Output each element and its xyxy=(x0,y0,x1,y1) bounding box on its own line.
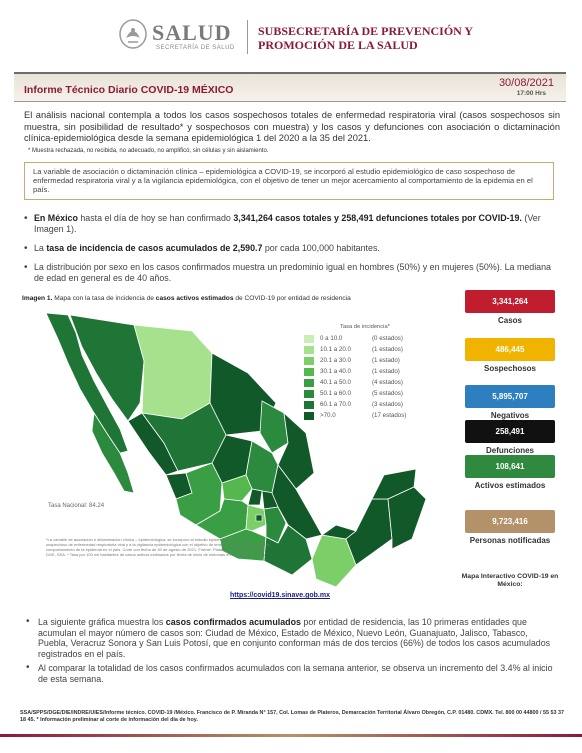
legend-swatch xyxy=(304,401,314,409)
stat-casos xyxy=(462,290,558,326)
footer-text: SSA/SPPS/DGE/DIE/INDRE/UIES/Informe técnico. COVID-19 /México. Francisco de P. Miranda N° 157, Col. Lomas de Plateros, Demarcación Territorial Álvaro Obregón, C.P. 01480. CDMX. Tel. 800 00 44800 / 55 53 37 18 45. * Información preliminar al corte de información del día de hoy. xyxy=(20,710,565,723)
legend-range: 30.1 a 40.0 xyxy=(320,368,351,375)
legend-swatch xyxy=(304,368,314,376)
map-note: *La variable de asociación o dictaminación clínica – epidemiológica, se incorporó al estudio epidemiológico de caso sospechoso de enfermedad respiratoria viral y a la vigilancia epidemiológica con el objetivo de tener un mejor acercamiento al comportamiento de la epidemia en el país. Corte con fecha de 30 de agosto de 2021. Fuente: Plataforma SISVER, SINAVE, DGE, SSA. * Tasa por 100 mil habitantes de casos activos estimados por fecha de inicio de síntomas en los últimos 14 días. xyxy=(46,537,270,557)
intro-paragraph: El análisis nacional contempla a todos los casos sospechosos totales de enfermedad respiratoria viral (casos sospechosos sin muestra, sin posibilidad de resultado* y sospechosos con muestra) y los casos y defunciones con asociación o dictaminación clínica-epidemiológica desde la semana epidemiológica 1 del 2020 a la 35 del 2021. xyxy=(24,110,560,144)
legend-count: (1 estados) xyxy=(372,346,403,353)
legend-swatch xyxy=(304,412,314,420)
bullet-text: La siguiente gráfica muestra los xyxy=(38,617,166,627)
legend-swatch xyxy=(304,335,314,343)
bullet-text: por cada 100,000 habitantes. xyxy=(262,243,380,253)
stat-label: Sospechosos xyxy=(483,364,536,373)
report-title-bar xyxy=(14,72,566,102)
legend-count: (0 estados) xyxy=(372,335,403,342)
tasa-nacional: Tasa Nacional: 84.24 xyxy=(48,503,105,509)
stat-value: 3,341,264 xyxy=(465,290,555,313)
legend-row xyxy=(304,411,434,422)
bullet-text: La xyxy=(34,243,47,253)
logo-salud: SALUD xyxy=(152,20,232,45)
legend-range: 0 a 10.0 xyxy=(320,335,343,342)
bullet-text: tasa de incidencia de casos acumulados de 2,590.7 xyxy=(46,243,263,253)
legend-row xyxy=(304,400,434,411)
bullet-weekly-increase xyxy=(26,663,558,684)
legend-swatch xyxy=(304,346,314,354)
header-divider xyxy=(247,20,248,54)
map-caption xyxy=(22,295,351,302)
footer-rule xyxy=(0,734,582,737)
bullet-text: En México xyxy=(34,213,78,223)
bullet-text: 3,341,264 casos totales y 258,491 defunciones totales por COVID-19. xyxy=(233,213,522,223)
header xyxy=(0,0,582,60)
legend-range: 20.1 a 30.0 xyxy=(320,357,351,364)
legend-range: 50.1 a 60.0 xyxy=(320,390,351,397)
legend-row xyxy=(304,334,434,345)
legend-title: Tasa de incidencia* xyxy=(340,324,390,330)
map-region-quintana-roo xyxy=(388,487,426,549)
legend-swatch xyxy=(304,390,314,398)
legend-row xyxy=(304,367,434,378)
bullet-text: (Ver Imagen 1). xyxy=(34,213,541,234)
legend-count: (5 estados) xyxy=(372,390,403,397)
report-date: 30/08/2021 xyxy=(498,77,554,89)
report-time: 17:00 Hrs xyxy=(516,90,546,97)
intro-footnote: * Muestra rechazada, no recibida, no adecuado, no amplificó, sin células y sin aislamiento. xyxy=(28,148,269,154)
bullet-incidence xyxy=(22,243,562,254)
map-region-cdmx xyxy=(256,515,262,521)
stat-negativos xyxy=(462,385,558,421)
legend-range: >70.0 xyxy=(320,412,336,419)
map-legend xyxy=(304,324,434,422)
stat-label: Defunciones xyxy=(485,446,534,455)
bullet-text: Al comparar la totalidad de los casos confirmados acumulados con la semana anterior, se observa un incremento del 3.4% al inicio de esta semana. xyxy=(38,663,553,684)
stat-value: 5,895,707 xyxy=(465,385,555,408)
bottom-bullets xyxy=(26,617,558,689)
legend-row xyxy=(304,345,434,356)
legend-swatch xyxy=(304,357,314,365)
interactive-map-label: Mapa Interactivo COVID-19 en México: xyxy=(461,573,559,588)
bullet-confirmed xyxy=(22,213,562,235)
stat-value: 9,723,416 xyxy=(465,510,555,533)
bullet-text: hasta el día de hoy se han confirmado xyxy=(77,213,234,223)
legend-row xyxy=(304,356,434,367)
stat-sospechosos xyxy=(462,338,558,374)
stat-value: 258,491 xyxy=(465,420,555,443)
stat-value: 108,641 xyxy=(465,455,555,478)
bullet-text: La distribución por sexo en los casos confirmados muestra un predominio igual en hombres (50%) y en mujeres (50%). La mediana de edad en general es de 40 años. xyxy=(34,262,551,283)
stat-label: Activos estimados xyxy=(474,481,546,490)
interactive-map-link[interactable]: https://covid19.sinave.gob.mx xyxy=(230,592,330,599)
stat-label: Casos xyxy=(497,316,522,325)
bullet-text: casos confirmados acumulados xyxy=(165,617,301,627)
stat-value: 486,445 xyxy=(465,338,555,361)
map-caption-text: de COVID-19 por entidad de residencia xyxy=(233,295,351,302)
legend-range: 60.1 a 70.0 xyxy=(320,401,351,408)
legend-count: (1 estado) xyxy=(372,368,400,375)
legend-swatch xyxy=(304,379,314,387)
bullet-sex-distribution xyxy=(22,262,562,284)
legend-count: (17 estados) xyxy=(372,412,407,419)
legend-count: (3 estados) xyxy=(372,401,403,408)
logo-subtitle: SECRETARÍA DE SALUD xyxy=(156,45,235,51)
stat-label: Personas notificadas xyxy=(469,536,551,545)
stat-personas-notificadas xyxy=(462,510,558,546)
bullet-top-entities xyxy=(26,617,558,659)
map-caption-prefix: Imagen 1. xyxy=(22,295,53,302)
stat-activos-estimados xyxy=(462,455,558,491)
stat-label: Negativos xyxy=(490,411,530,420)
bullet-text: por entidad de residencia, las 10 primeras entidades que acumulan el mayor número de casos son: Ciudad de México, Estado de México, Nuevo León, Guanajuato, Jalisco, Tabasco, Puebla, Veracruz Sonora y San Luis Potosí, que en conjunto conforman más de dos tercios (66%) de todos los casos acumulados registrados en el país. xyxy=(38,617,551,659)
map-caption-bold: casos activos estimados xyxy=(155,295,234,302)
legend-range: 10.1 a 20.0 xyxy=(320,346,351,353)
legend-row xyxy=(304,389,434,400)
map-region-chihuahua xyxy=(134,325,212,419)
variable-note-box: La variable de asociación o dictaminación clínica – epidemiológica a COVID-19, se incorporó al estudio epidemiológico de caso sospechoso de enfermedad respiratoria viral y a la vigilancia epidemiológica, con el objetivo de tener un mejor acercamiento al comportamiento de la epidemia en el país. xyxy=(24,162,554,200)
stat-defunciones xyxy=(462,420,558,456)
legend-count: (1 estado) xyxy=(372,357,400,364)
map-region-nuevo-leon xyxy=(260,401,288,453)
eagle-emblem-icon xyxy=(118,18,148,50)
legend-range: 40.1 a 50.0 xyxy=(320,379,351,386)
legend-row xyxy=(304,378,434,389)
subsecretaria-title: SUBSECRETARÍA DE PREVENCIÓN Y PROMOCIÓN DE LA SALUD xyxy=(258,24,473,52)
summary-bullets xyxy=(22,213,562,292)
legend-count: (4 estados) xyxy=(372,379,403,386)
report-title: Informe Técnico Diario COVID-19 MÉXICO xyxy=(24,84,234,96)
map-caption-text: Mapa con la tasa de incidencia de xyxy=(52,295,156,302)
